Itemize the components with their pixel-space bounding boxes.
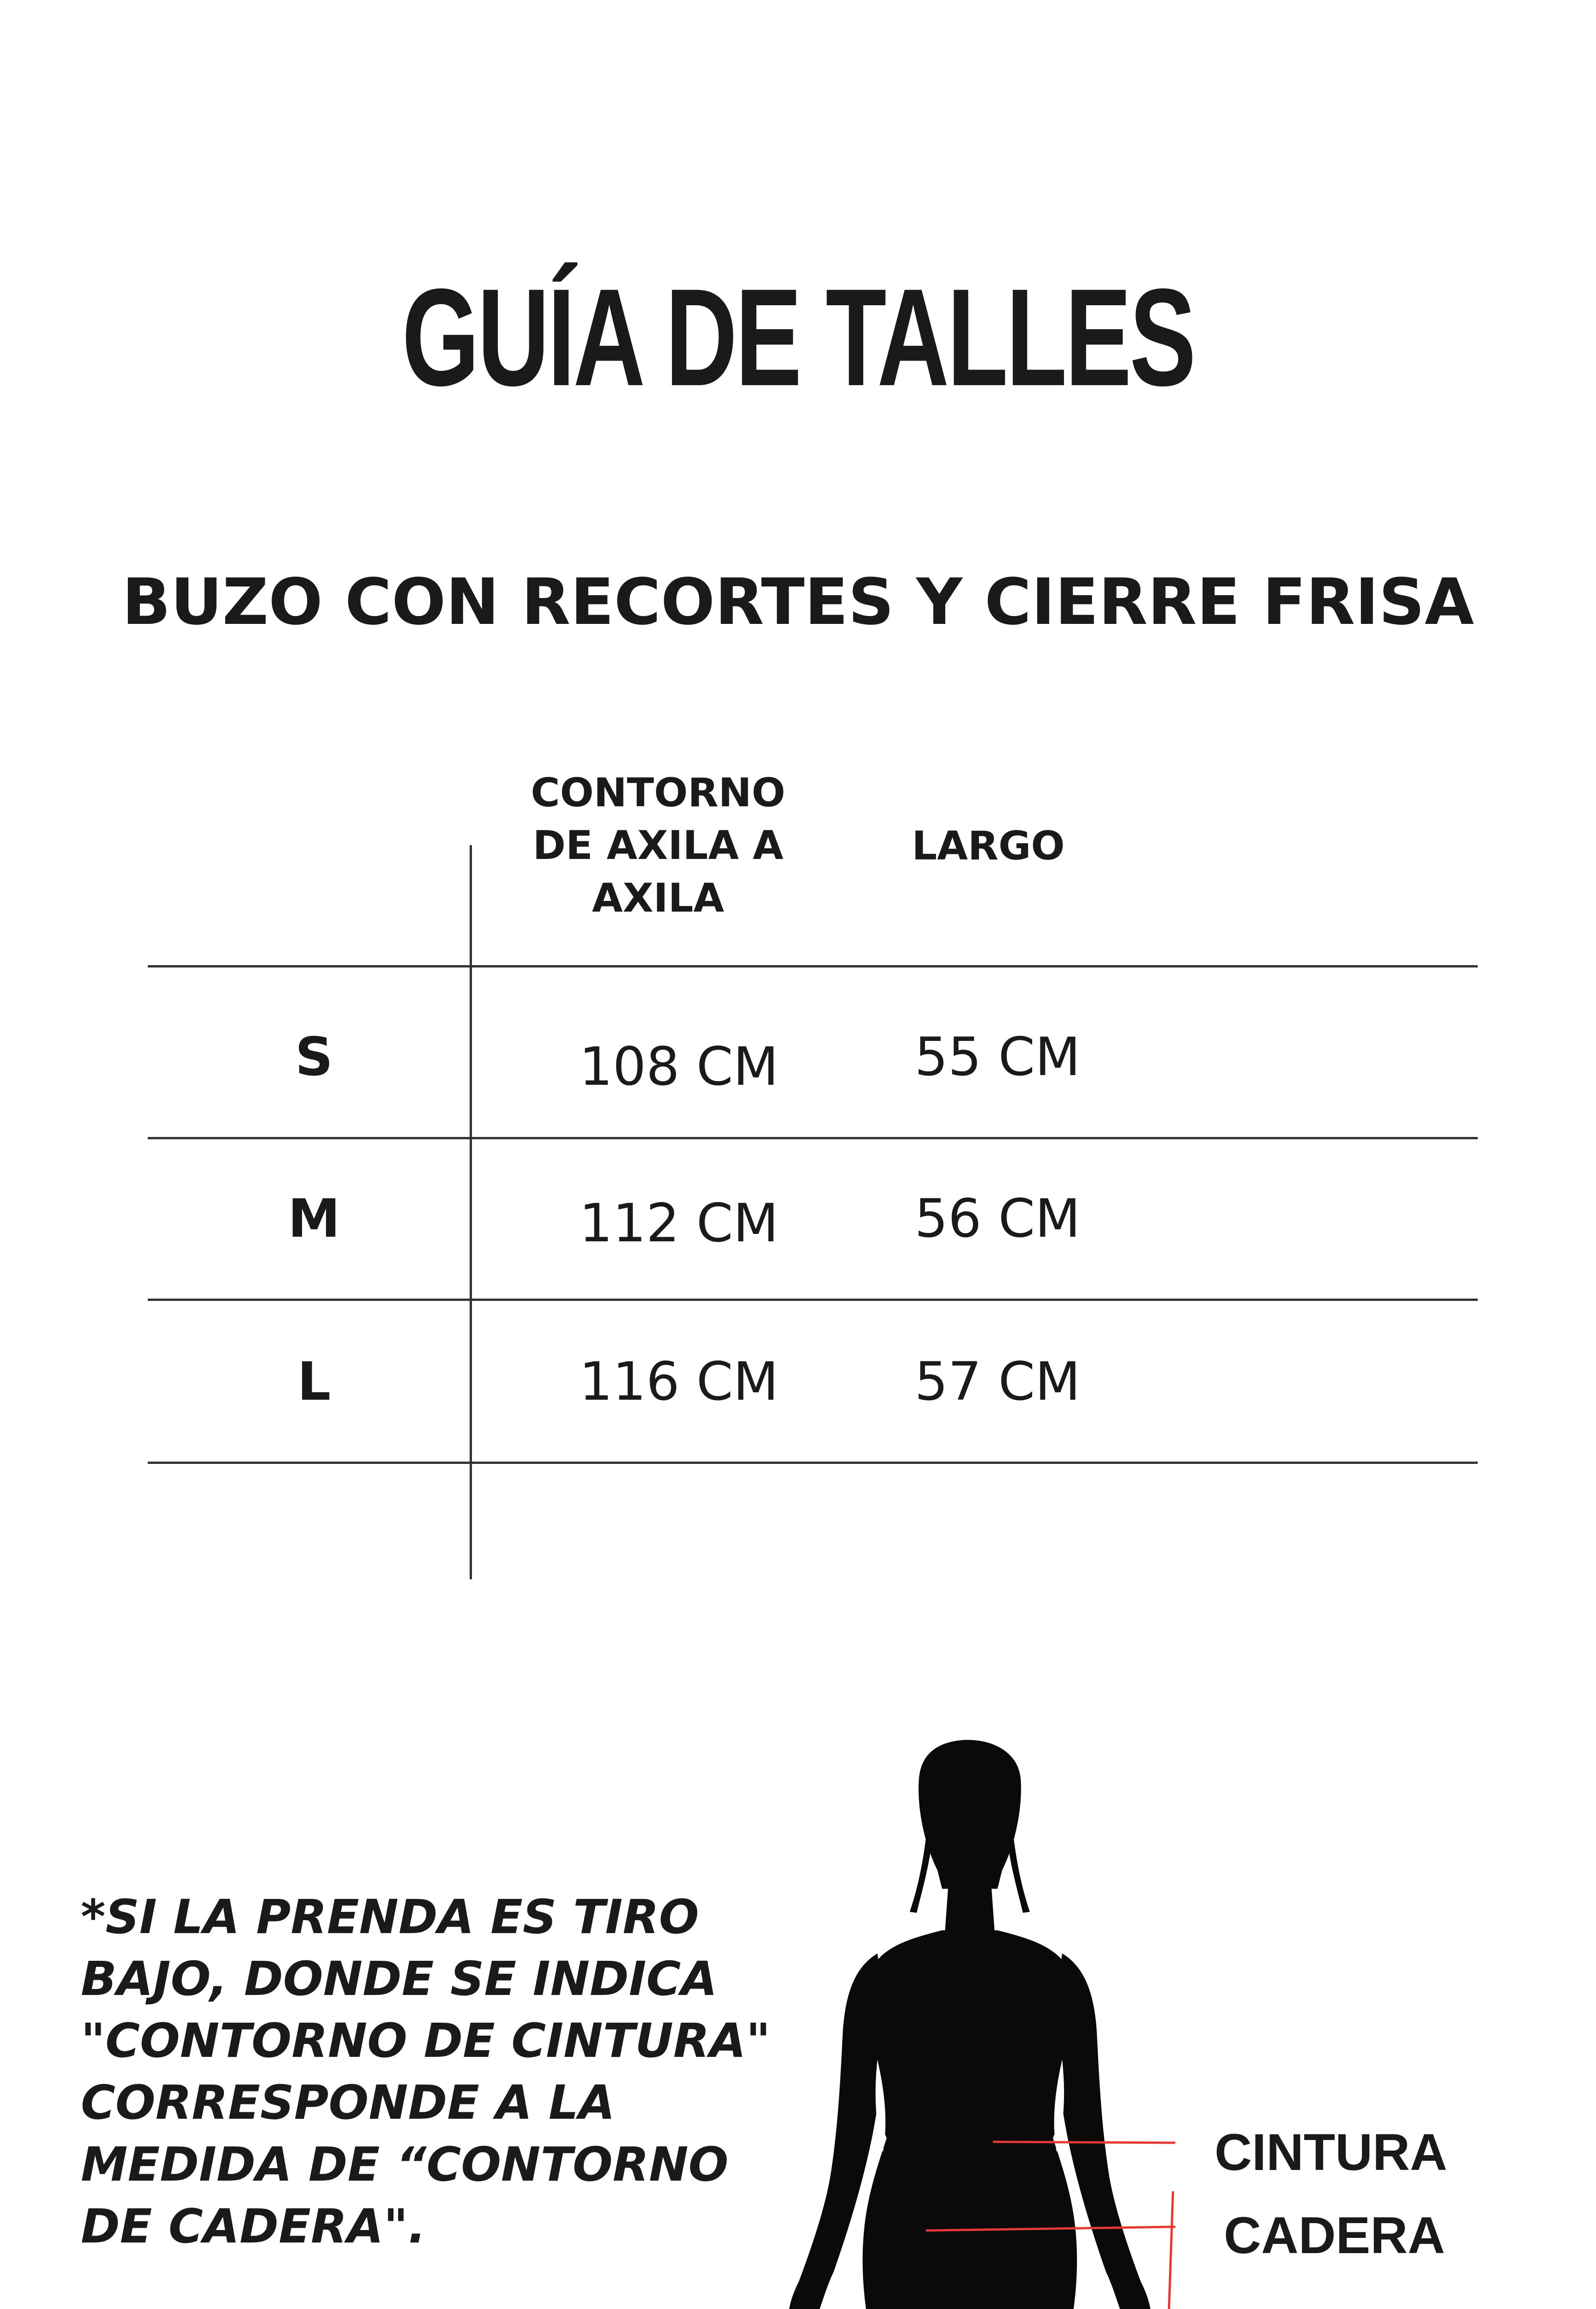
silhouette-shape xyxy=(789,1740,1151,2309)
note-line: BAJO, DONDE SE INDICA xyxy=(81,1952,718,2007)
female-body-silhouette-icon xyxy=(739,1736,1201,2309)
note-line: DE CADERA". xyxy=(81,2199,426,2254)
size-label: M xyxy=(288,1188,340,1249)
header-contorno-line: DE AXILA A xyxy=(532,822,784,869)
header-contorno-axila xyxy=(490,767,827,925)
note-line: *SI LA PRENDA ES TIRO xyxy=(81,1890,699,1945)
largo-value: 57 CM xyxy=(914,1351,1081,1412)
table-column-divider xyxy=(470,845,472,1579)
table-row-divider xyxy=(148,1462,1478,1464)
contorno-value: 108 CM xyxy=(579,1036,779,1097)
size-label: S xyxy=(295,1026,333,1088)
largo-value: 56 CM xyxy=(914,1188,1081,1249)
note-line: "CONTORNO DE CINTURA" xyxy=(81,2013,771,2068)
header-contorno-line: AXILA xyxy=(592,875,725,921)
label-cintura: CINTURA xyxy=(1215,2123,1447,2181)
table-row-divider xyxy=(148,1299,1478,1301)
contorno-value: 116 CM xyxy=(579,1351,779,1412)
label-cadera: CADERA xyxy=(1224,2206,1445,2264)
table-row-divider xyxy=(148,965,1478,967)
size-label: L xyxy=(297,1351,331,1412)
table-row-divider xyxy=(148,1137,1478,1139)
contorno-value: 112 CM xyxy=(579,1192,779,1254)
header-largo: LARGO xyxy=(912,823,1065,869)
product-title: BUZO CON RECORTES Y CIERRE FRISA xyxy=(122,565,1474,639)
header-contorno-line: CONTORNO xyxy=(531,770,786,816)
note-line: MEDIDA DE “CONTORNO xyxy=(81,2137,729,2192)
page-title: GUÍA DE TALLES xyxy=(402,260,1194,415)
note-line: CORRESPONDE A LA xyxy=(81,2075,615,2130)
largo-value: 55 CM xyxy=(914,1026,1081,1088)
